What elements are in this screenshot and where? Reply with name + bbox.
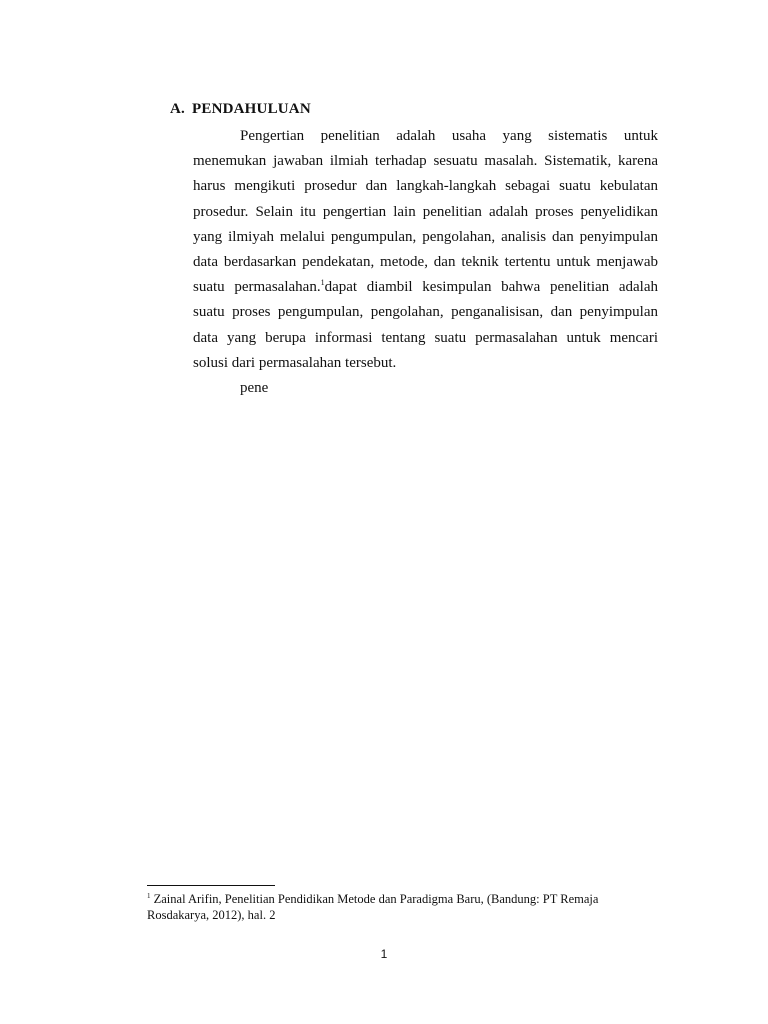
paragraph-introduction xyxy=(193,124,658,401)
paragraph-line: solusi dari permasalahan tersebut. xyxy=(193,354,397,371)
section-heading xyxy=(170,101,311,118)
paragraph-line: data yang berupa informasi tentang suatu permasalahan untuk mencari xyxy=(193,329,658,346)
paragraph-line: yang ilmiyah melalui pengumpulan, pengolahan, analisis dan penyimpulan xyxy=(193,228,658,245)
paragraph-line: harus mengikuti prosedur dan langkah-langkah sebagai suatu kebulatan xyxy=(193,178,658,195)
paragraph-line: data berdasarkan pendekatan, metode, dan teknik tertentu untuk menjawab xyxy=(193,253,658,270)
line-text-before-ref: suatu permasalahan. xyxy=(193,279,321,296)
footnote-text: Zainal Arifin, Penelitian Pendidikan Metode dan Paradigma Baru, (Bandung: PT Remaja xyxy=(150,892,599,906)
section-number: A. xyxy=(170,101,185,117)
paragraph-second-fragment: pene xyxy=(240,379,269,396)
section-title: PENDAHULUAN xyxy=(192,101,311,117)
footnote-reference[interactable]: 1 xyxy=(320,278,325,288)
paragraph-line: Pengertian penelitian adalah usaha yang sistematis untuk xyxy=(240,128,658,144)
footnote-separator xyxy=(147,885,275,886)
paragraph-line: menemukan jawaban ilmiah terhadap sesuatu masalah. Sistematik, karena xyxy=(193,153,658,170)
footnote-line xyxy=(147,891,627,907)
line-text-after-ref: dapat diambil kesimpulan bahwa penelitian adalah xyxy=(324,279,658,296)
footnote-line: Rosdakarya, 2012), hal. 2 xyxy=(147,908,276,922)
paragraph-line: prosedur. Selain itu pengertian lain penelitian adalah proses penyelidikan xyxy=(193,203,658,220)
footnote-mark: 1 xyxy=(147,892,151,900)
page-number: 1 xyxy=(380,947,388,961)
paragraph-line-with-footnote xyxy=(193,275,658,300)
footnote xyxy=(147,891,627,923)
paragraph-line: suatu proses pengumpulan, pengolahan, penganalisisan, dan penyimpulan xyxy=(193,304,658,321)
